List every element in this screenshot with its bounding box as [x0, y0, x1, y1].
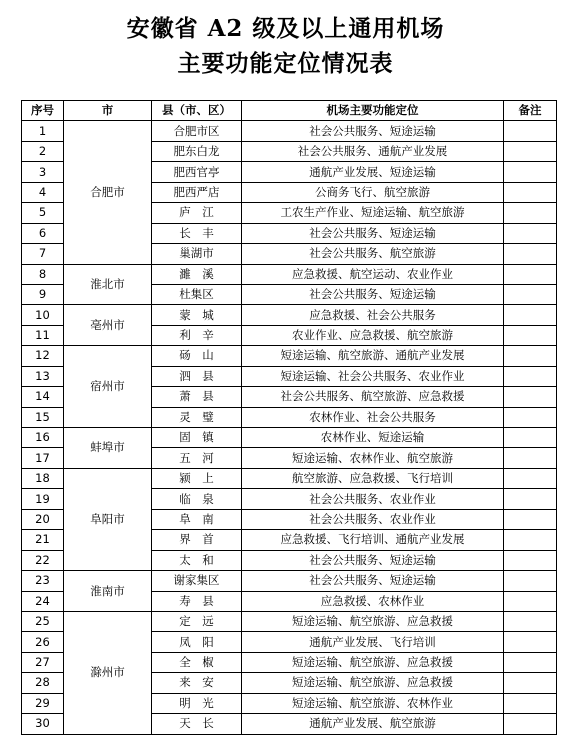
county-cell: 蒙 城	[152, 305, 242, 325]
row-index: 8	[22, 264, 64, 284]
county-cell: 巢湖市	[152, 244, 242, 264]
note-cell	[504, 632, 557, 652]
row-index: 30	[22, 714, 64, 734]
row-index: 1	[22, 121, 64, 141]
city-cell: 淮北市	[64, 264, 152, 305]
function-cell: 公商务飞行、航空旅游	[242, 182, 504, 202]
function-cell: 工农生产作业、短途运输、航空旅游	[242, 203, 504, 223]
row-index: 11	[22, 325, 64, 345]
function-cell: 航空旅游、应急救援、飞行培训	[242, 468, 504, 488]
table-row	[22, 346, 557, 366]
note-cell	[504, 203, 557, 223]
county-cell: 濉 溪	[152, 264, 242, 284]
table-row	[22, 264, 557, 284]
row-index: 20	[22, 509, 64, 529]
note-cell	[504, 652, 557, 672]
county-cell: 阜 南	[152, 509, 242, 529]
row-index: 13	[22, 366, 64, 386]
city-cell: 蚌埠市	[64, 428, 152, 469]
note-cell	[504, 530, 557, 550]
row-index: 28	[22, 673, 64, 693]
note-cell	[504, 305, 557, 325]
row-index: 16	[22, 428, 64, 448]
county-cell: 肥西官亭	[152, 162, 242, 182]
table-row	[22, 611, 557, 631]
city-cell: 亳州市	[64, 305, 152, 346]
row-index: 19	[22, 489, 64, 509]
row-index: 5	[22, 203, 64, 223]
row-index: 24	[22, 591, 64, 611]
county-cell: 全 椒	[152, 652, 242, 672]
note-cell	[504, 387, 557, 407]
function-cell: 农林作业、短途运输	[242, 428, 504, 448]
function-cell: 短途运输、航空旅游、应急救援	[242, 673, 504, 693]
function-cell: 短途运输、航空旅游、应急救援	[242, 652, 504, 672]
document-title-line-2: 主要功能定位情况表	[177, 50, 394, 77]
row-index: 10	[22, 305, 64, 325]
row-index: 21	[22, 530, 64, 550]
note-cell	[504, 325, 557, 345]
note-cell	[504, 162, 557, 182]
note-cell	[504, 591, 557, 611]
row-index: 18	[22, 468, 64, 488]
county-cell: 肥东白龙	[152, 141, 242, 161]
function-cell: 通航产业发展、短途运输	[242, 162, 504, 182]
note-cell	[504, 611, 557, 631]
table-row	[22, 571, 557, 591]
header-county: 县（市、区）	[152, 101, 242, 121]
row-index: 4	[22, 182, 64, 202]
county-cell: 界 首	[152, 530, 242, 550]
function-cell: 社会公共服务、短途运输	[242, 121, 504, 141]
function-cell: 社会公共服务、农业作业	[242, 489, 504, 509]
row-index: 3	[22, 162, 64, 182]
city-cell: 阜阳市	[64, 468, 152, 570]
county-cell: 固 镇	[152, 428, 242, 448]
note-cell	[504, 468, 557, 488]
function-cell: 短途运输、农林作业、航空旅游	[242, 448, 504, 468]
note-cell	[504, 407, 557, 427]
note-cell	[504, 264, 557, 284]
county-cell: 灵 璧	[152, 407, 242, 427]
county-cell: 泗 县	[152, 366, 242, 386]
county-cell: 凤 阳	[152, 632, 242, 652]
county-cell: 五 河	[152, 448, 242, 468]
function-cell: 社会公共服务、航空旅游、应急救援	[242, 387, 504, 407]
county-cell: 利 辛	[152, 325, 242, 345]
function-cell: 短途运输、社会公共服务、农业作业	[242, 366, 504, 386]
city-cell: 滁州市	[64, 611, 152, 734]
city-cell: 合肥市	[64, 121, 152, 264]
county-cell: 颍 上	[152, 468, 242, 488]
header-city: 市	[64, 101, 152, 121]
row-index: 23	[22, 571, 64, 591]
function-cell: 农林作业、社会公共服务	[242, 407, 504, 427]
county-cell: 太 和	[152, 550, 242, 570]
note-cell	[504, 714, 557, 734]
document-title-line-1: 安徽省 A2 级及以上通用机场	[126, 15, 445, 42]
note-cell	[504, 693, 557, 713]
table-row	[22, 305, 557, 325]
row-index: 14	[22, 387, 64, 407]
row-index: 29	[22, 693, 64, 713]
note-cell	[504, 673, 557, 693]
note-cell	[504, 284, 557, 304]
function-cell: 社会公共服务、短途运输	[242, 550, 504, 570]
note-cell	[504, 550, 557, 570]
function-cell: 短途运输、航空旅游、应急救援	[242, 611, 504, 631]
header-note: 备注	[504, 101, 557, 121]
note-cell	[504, 448, 557, 468]
row-index: 17	[22, 448, 64, 468]
note-cell	[504, 366, 557, 386]
note-cell	[504, 489, 557, 509]
row-index: 12	[22, 346, 64, 366]
function-cell: 社会公共服务、航空旅游	[242, 244, 504, 264]
function-cell: 应急救援、飞行培训、通航产业发展	[242, 530, 504, 550]
function-cell: 农业作业、应急救援、航空旅游	[242, 325, 504, 345]
function-cell: 社会公共服务、农业作业	[242, 509, 504, 529]
function-cell: 应急救援、航空运动、农业作业	[242, 264, 504, 284]
function-cell: 短途运输、航空旅游、通航产业发展	[242, 346, 504, 366]
row-index: 25	[22, 611, 64, 631]
city-cell: 宿州市	[64, 346, 152, 428]
note-cell	[504, 182, 557, 202]
county-cell: 明 光	[152, 693, 242, 713]
table-header-row	[22, 101, 557, 121]
function-cell: 短途运输、航空旅游、农林作业	[242, 693, 504, 713]
county-cell: 来 安	[152, 673, 242, 693]
table-row	[22, 468, 557, 488]
county-cell: 杜集区	[152, 284, 242, 304]
note-cell	[504, 141, 557, 161]
note-cell	[504, 428, 557, 448]
city-cell: 淮南市	[64, 571, 152, 612]
row-index: 7	[22, 244, 64, 264]
airport-function-table	[21, 100, 557, 735]
note-cell	[504, 571, 557, 591]
function-cell: 应急救援、社会公共服务	[242, 305, 504, 325]
row-index: 6	[22, 223, 64, 243]
function-cell: 社会公共服务、短途运输	[242, 571, 504, 591]
county-cell: 合肥市区	[152, 121, 242, 141]
county-cell: 肥西严店	[152, 182, 242, 202]
function-cell: 社会公共服务、短途运输	[242, 223, 504, 243]
county-cell: 寿 县	[152, 591, 242, 611]
row-index: 2	[22, 141, 64, 161]
function-cell: 社会公共服务、短途运输	[242, 284, 504, 304]
table-row	[22, 121, 557, 141]
function-cell: 社会公共服务、通航产业发展	[242, 141, 504, 161]
note-cell	[504, 223, 557, 243]
function-cell: 通航产业发展、航空旅游	[242, 714, 504, 734]
note-cell	[504, 509, 557, 529]
function-cell: 通航产业发展、飞行培训	[242, 632, 504, 652]
county-cell: 萧 县	[152, 387, 242, 407]
row-index: 26	[22, 632, 64, 652]
county-cell: 临 泉	[152, 489, 242, 509]
note-cell	[504, 121, 557, 141]
row-index: 27	[22, 652, 64, 672]
row-index: 22	[22, 550, 64, 570]
note-cell	[504, 244, 557, 264]
note-cell	[504, 346, 557, 366]
function-cell: 应急救援、农林作业	[242, 591, 504, 611]
row-index: 15	[22, 407, 64, 427]
county-cell: 长 丰	[152, 223, 242, 243]
county-cell: 天 长	[152, 714, 242, 734]
table-body	[22, 121, 557, 734]
header-function: 机场主要功能定位	[242, 101, 504, 121]
row-index: 9	[22, 284, 64, 304]
county-cell: 庐 江	[152, 203, 242, 223]
county-cell: 定 远	[152, 611, 242, 631]
header-index: 序号	[22, 101, 64, 121]
county-cell: 谢家集区	[152, 571, 242, 591]
table-row	[22, 428, 557, 448]
county-cell: 砀 山	[152, 346, 242, 366]
